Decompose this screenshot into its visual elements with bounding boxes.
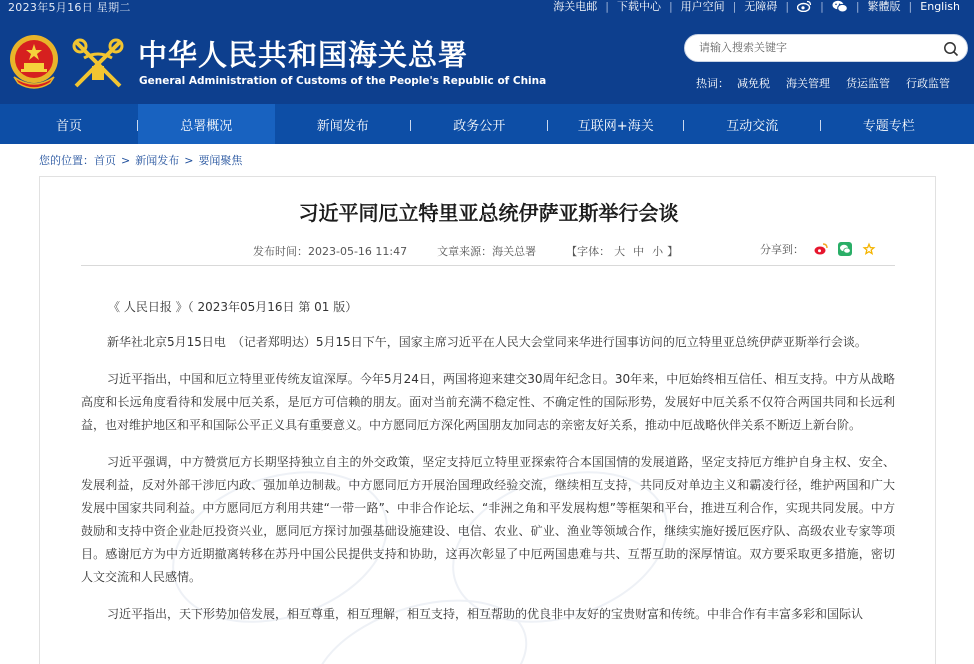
article-paragraph: 习近平指出，中国和厄立特里亚传统友谊深厚。今年5月24日，两国将迎来建交30周年纪念日。30年来，中厄始终相互信任、相互支持。中方从战略高度和长远角度看待和发展中厄关系，是厄方可信赖的朋友。面对当前充满不稳定性、不确定性的国际形势，发展好中厄关系不仅符合两国共同和长远利益，也对维护地区和平和国际公平正义具有重要意义。中方愿同厄方深化两国朋友加同志的亲密友好关系，推动中厄战略伙伴关系不断迈上新台阶。 xyxy=(81,372,895,432)
article-source: 文章来源：海关总署 xyxy=(437,245,537,258)
share-wechat-icon[interactable] xyxy=(838,242,852,256)
publish-time: 发布时间：2023-05-16 11:47 xyxy=(253,245,408,258)
font-size-close: 】 xyxy=(667,245,679,258)
breadcrumb-item-focus[interactable]: 要闻聚焦 xyxy=(198,154,243,167)
font-size-large-button[interactable]: 大 xyxy=(614,245,626,258)
font-size-label: 【字体： xyxy=(566,245,611,258)
share-label: 分享到： xyxy=(760,243,804,256)
article-paragraph: 新华社北京5月15日电 （记者郑明达）5月15日下午，国家主席习近平在人民大会堂同来华进行国事访问的厄立特里亚总统伊萨亚斯举行会谈。 xyxy=(107,335,867,349)
current-date: 2023年5月16日 星期二 xyxy=(8,1,131,14)
hot-word-link[interactable]: 行政监管 xyxy=(906,77,950,90)
article-meta xyxy=(253,243,678,259)
top-link-email[interactable]: 海关电邮 xyxy=(553,0,598,13)
nav-interaction[interactable]: 互动交流 xyxy=(684,104,821,144)
font-size-selector xyxy=(566,243,678,259)
nav-internet-customs[interactable]: 互联网+海关 xyxy=(548,104,685,144)
top-link-download[interactable]: 下载中心 xyxy=(616,0,661,13)
nav-news[interactable]: 新闻发布 xyxy=(275,104,412,144)
share-bar xyxy=(760,241,876,257)
article-paragraph: 习近平指出，天下形势加倍发展，相互尊重，相互理解，相互支持，相互帮助的优良非中友好的宝贵财富和传统。中非合作有丰富多彩和国际认 xyxy=(107,607,864,621)
top-link-accessibility[interactable]: 无障碍 xyxy=(744,0,778,13)
nav-government-affairs[interactable]: 政务公开 xyxy=(411,104,548,144)
article-paragraph: 习近平强调，中方赞赏厄方长期坚持独立自主的外交政策，坚定支持厄立特里亚探索符合本国国情的发展道路，坚定支持厄方维护自身主权、安全、发展利益，反对外部干涉厄内政、强加单边制裁。中方愿同厄方开展治国理政经验交流，继续相互支持，共同反对单边主义和霸凌行径，维护两国和广大发展中国家共同利益。中方愿同厄方利用共建“一带一路”、中非合作论坛、“非洲之角和平发展构想”等框架和平台，推进互利合作，实现共同发展。中方鼓励和支持中资企业赴厄投资兴业，愿同厄方探讨加强基础设施建设、电信、农业、矿业、渔业等领域合作，继续实施好援厄医疗队、高级农业专家等项目。感谢厄方为中方近期撤离转移在苏丹中国公民提供支持和协助，这再次彰显了中厄两国患难与共、互帮互助的深厚情谊。双方要采取更多措施，密切人文交流和人民感情。 xyxy=(81,455,895,584)
search-input[interactable] xyxy=(699,41,929,54)
hot-words-label: 热词： xyxy=(696,77,729,90)
site-header xyxy=(0,0,974,104)
newspaper-source: 《 人民日报 》（ 2023年05月16日 第 01 版） xyxy=(108,300,358,314)
customs-logo-icon xyxy=(70,36,126,92)
nav-home[interactable]: 首页 xyxy=(0,104,138,144)
share-qzone-icon[interactable] xyxy=(862,242,876,256)
font-size-small-button[interactable]: 小 xyxy=(652,245,664,258)
lang-english-link[interactable]: English xyxy=(920,0,960,13)
breadcrumb-label: 您的位置： xyxy=(39,154,94,167)
hot-word-link[interactable]: 减免税 xyxy=(737,77,770,90)
hot-word-link[interactable]: 海关管理 xyxy=(786,77,830,90)
article-title: 习近平同厄立特里亚总统伊萨亚斯举行会谈 xyxy=(298,201,679,225)
national-emblem-icon xyxy=(8,33,60,91)
breadcrumb-item-news[interactable]: 新闻发布 xyxy=(135,154,180,167)
article-body xyxy=(81,331,895,640)
weibo-icon[interactable] xyxy=(797,0,812,12)
wechat-icon[interactable] xyxy=(832,0,848,13)
hot-words xyxy=(696,75,966,91)
search-icon[interactable] xyxy=(943,41,959,57)
search-box xyxy=(684,34,968,62)
font-size-medium-button[interactable]: 中 xyxy=(633,245,645,258)
site-title: 中华人民共和国海关总署 xyxy=(138,38,469,72)
nav-about[interactable]: 总署概况 xyxy=(138,104,275,144)
meta-divider xyxy=(81,265,895,266)
article-card xyxy=(39,176,936,664)
breadcrumb: 您的位置：首页 > 新闻发布 > 要闻聚焦 xyxy=(39,154,243,167)
main-nav xyxy=(0,104,974,144)
site-title-english: General Administration of Customs of the People's Republic of China xyxy=(139,75,547,87)
breadcrumb-item-home[interactable]: 首页 xyxy=(94,154,116,167)
top-links: 海关电邮 | 下载中心 | 用户空间 | 无障碍 | | | 繁體版 | English xyxy=(553,0,960,13)
top-link-user-space[interactable]: 用户空间 xyxy=(680,0,725,13)
share-weibo-icon[interactable] xyxy=(814,242,828,256)
nav-special-topics[interactable]: 专题专栏 xyxy=(862,118,915,134)
hot-word-link[interactable]: 货运监管 xyxy=(846,77,890,90)
lang-traditional-link[interactable]: 繁體版 xyxy=(867,0,901,13)
